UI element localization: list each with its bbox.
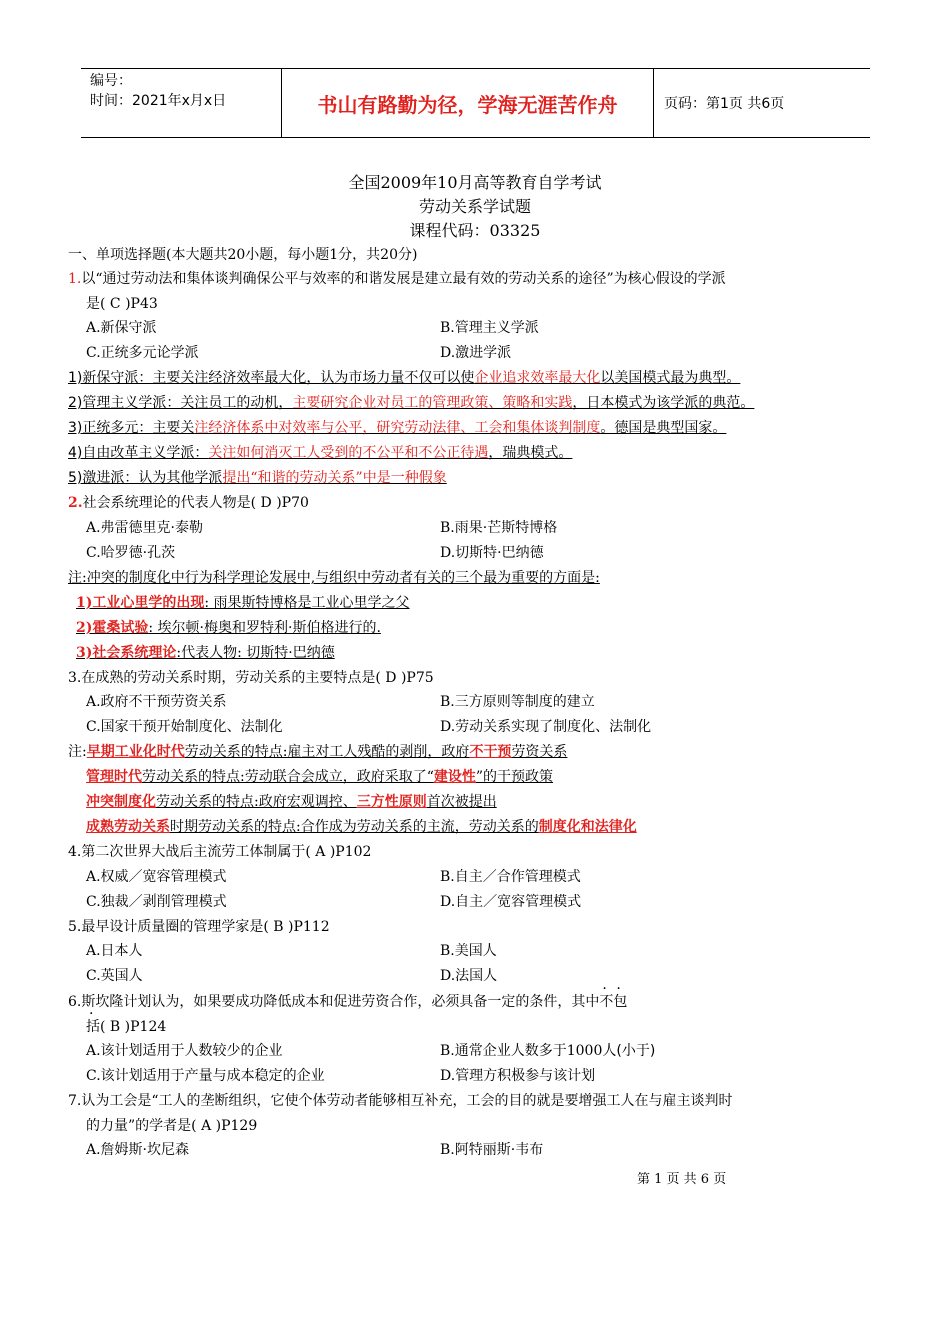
option-b: B.通常企业人数多于1000人(小于) (440, 1043, 656, 1059)
option-d: D.管理方积极参与该计划 (440, 1068, 596, 1084)
option-c: C.哈罗德·孔茨 (86, 545, 176, 561)
option-a: A.政府不干预劳资关系 (86, 694, 227, 710)
option-d: D.激进学派 (440, 345, 512, 361)
number-label: 编号： (90, 73, 132, 89)
question-1 (68, 270, 726, 288)
option-c: C.国家干预开始制度化、法制化 (86, 719, 283, 735)
header-motto: 书山有路勤为径，学海无涯苦作舟 (281, 69, 654, 137)
option-a: A.詹姆斯·坎尼森 (86, 1142, 190, 1158)
header-page-info: 页码：第1页 共6页 (664, 96, 785, 112)
note-line: 1)新保守派：主要关注经济效率最大化，认为市场力量不仅可以使企业追求效率最大化以美国模式最为典型。 (68, 370, 741, 386)
question-text: 社会系统理论的代表人物是( D )P70 (82, 495, 309, 511)
note-line: 4)自由改革主义学派：关注如何消灭工人受到的不公平和不公正待遇，瑞典模式。 (68, 445, 573, 461)
note-line: 管理时代劳动关系的特点:劳动联合会成立，政府采取了“建设性”的干预政策 (86, 769, 554, 785)
question-6: 6.斯坎隆计划认为，如果要成功降低成本和促进劳资合作，必须具备一定的条件，其中不包 (68, 994, 628, 1010)
option-d: D.劳动关系实现了制度化、法制化 (440, 719, 652, 735)
option-b: B.阿特丽斯·韦布 (440, 1142, 544, 1158)
question-1-cont: 是( C )P43 (86, 296, 158, 312)
question-number: 2. (68, 495, 83, 511)
option-c: C.英国人 (86, 968, 143, 984)
header-table (81, 68, 870, 138)
exam-title: 全国2009年10月高等教育自学考试 (348, 173, 602, 192)
option-d: D.自主／宽容管理模式 (440, 894, 582, 910)
note-line: 3)社会系统理论:代表人物: 切斯特·巴纳德 (76, 645, 335, 661)
option-b: B.三方原则等制度的建立 (440, 694, 595, 710)
page-footer: 第 1 页 共 6 页 (637, 1172, 727, 1187)
emphasis-mark: 包 (613, 994, 628, 1010)
question-3: 3.在成熟的劳动关系时期，劳动关系的主要特点是( D )P75 (68, 670, 434, 686)
option-a: A.新保守派 (86, 320, 157, 336)
option-a: A.该计划适用于人数较少的企业 (86, 1043, 283, 1059)
question-2 (68, 494, 309, 512)
note-line: 注:冲突的制度化中行为科学理论发展中,与组织中劳动者有关的三个最为重要的方面是: (68, 570, 600, 586)
option-d: D.切斯特·巴纳德 (440, 545, 544, 561)
question-text: 以“通过劳动法和集体谈判确保公平与效率的和谐发展是建立最有效的劳动关系的途径”为核心假设的学派 (81, 271, 726, 287)
question-5: 5.最早设计质量圈的管理学家是( B )P112 (68, 919, 330, 935)
note-line: 1)工业心里学的出现: 雨果斯特博格是工业心里学之父 (76, 595, 410, 611)
option-c: C.该计划适用于产量与成本稳定的企业 (86, 1068, 325, 1084)
option-d: D.法国人 (440, 968, 498, 984)
subject-title: 劳动关系学试题 (418, 197, 531, 216)
option-c: C.正统多元论学派 (86, 345, 199, 361)
option-a: A.弗雷德里克·泰勒 (86, 520, 204, 536)
note-line: 冲突制度化劳动关系的特点:政府宏观调控、三方性原则首次被提出 (86, 794, 497, 810)
section-heading: 一、单项选择题(本大题共20小题，每小题1分，共20分) (68, 247, 418, 263)
note-line: 3)正统多元：主要关注经济体系中对效率与公平，研究劳动法律、工会和集体谈判制度。德国是典型国家。 (68, 420, 727, 436)
time-label: 时间：2021年x月x日 (90, 93, 227, 109)
emphasis-mark: 括 (86, 1019, 100, 1035)
question-4: 4.第二次世界大战后主流劳工体制属于( A )P102 (68, 844, 372, 860)
question-7-cont: 的力量”的学者是( A )P129 (86, 1118, 258, 1134)
option-b: B.管理主义学派 (440, 320, 539, 336)
option-c: C.独裁／剥削管理模式 (86, 894, 227, 910)
question-number: 1. (68, 271, 82, 287)
option-a: A.日本人 (86, 943, 143, 959)
note-line: 5)激进派：认为其他学派提出“和谐的劳动关系”中是一种假象 (68, 470, 447, 486)
option-b: B.雨果·芒斯特博格 (440, 520, 558, 536)
note-line: 2)管理主义学派：关注员工的动机，主要研究企业对员工的管理政策、策略和实践，日本模式为该学派的典范。 (68, 395, 755, 411)
note-line: 2)霍桑试验: 埃尔顿·梅奥和罗特利·斯伯格进行的. (76, 620, 381, 636)
note-line: 成熟劳动关系时期劳动关系的特点:合作成为劳动关系的主流，劳动关系的制度化和法律化 (86, 819, 637, 835)
option-b: B.自主／合作管理模式 (440, 869, 581, 885)
question-6-cont: 括( B )P124 (86, 1019, 167, 1035)
option-note: (小于) (616, 1043, 656, 1059)
note-line: 注:早期工业化时代劳动关系的特点:雇主对工人残酷的剥削，政府不干预劳资关系 (68, 744, 568, 760)
option-b: B.美国人 (440, 943, 497, 959)
emphasis-mark: 不 (599, 994, 614, 1010)
question-7: 7.认为工会是“工人的垄断组织，它使个体劳动者能够相互补充，工会的目的就是要增强工人在与雇主谈判时 (68, 1093, 733, 1109)
option-a: A.权威／宽容管理模式 (86, 869, 227, 885)
course-code: 课程代码：03325 (409, 221, 541, 240)
header-meta (81, 69, 281, 137)
